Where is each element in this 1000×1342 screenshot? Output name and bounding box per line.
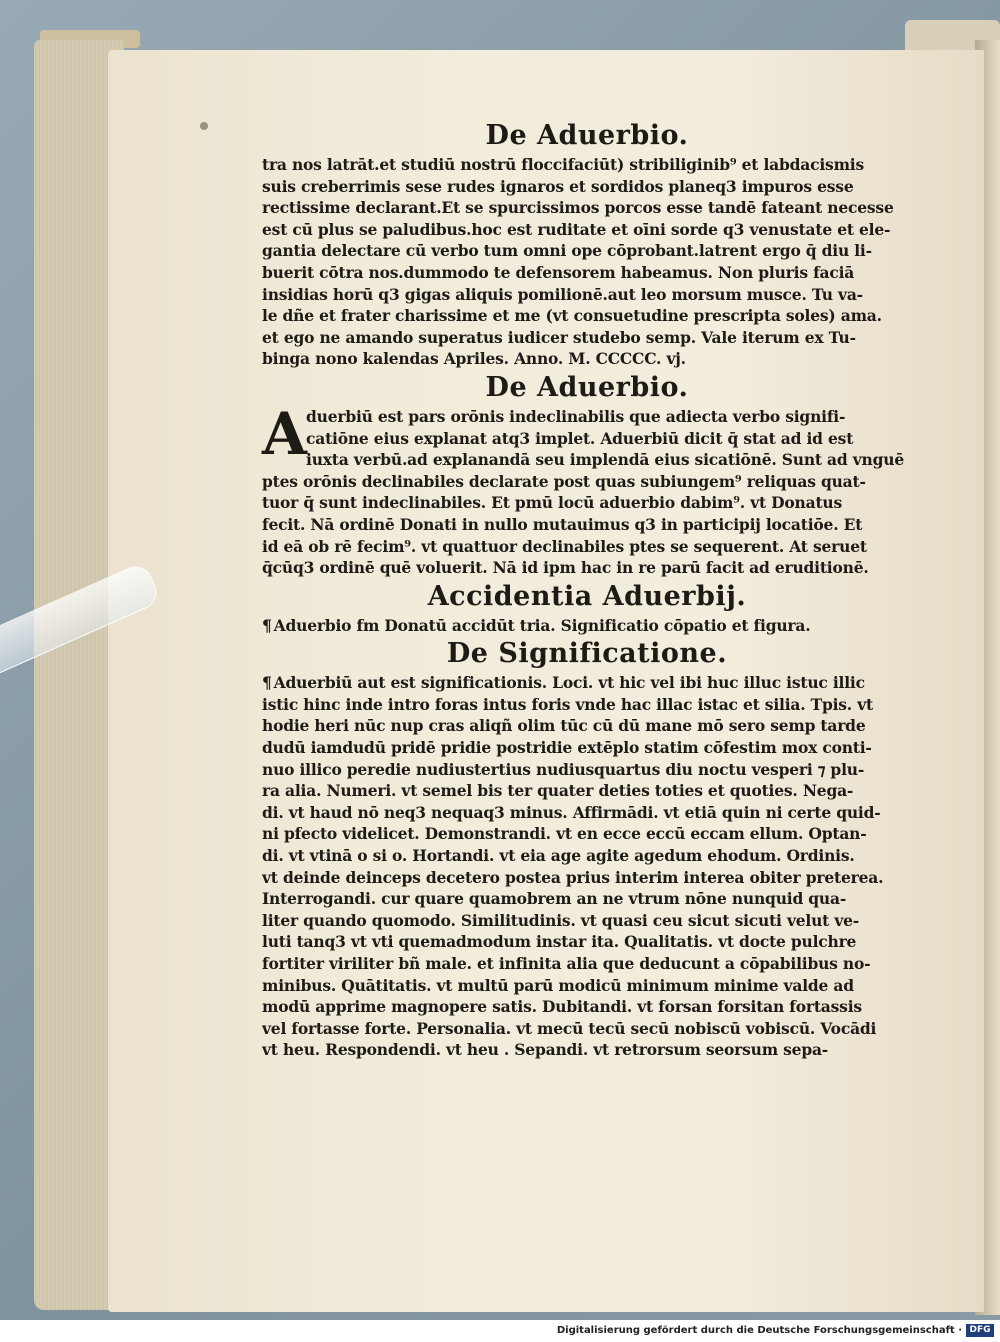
significatio-line-text: liter quando quomodo. Similitudinis. vt quasi ceu sicut sicuti velut ve-: [262, 910, 860, 930]
section-heading-significatione: De Significatione.: [446, 638, 728, 670]
significatio-line: [262, 953, 912, 975]
letter-line: [262, 219, 912, 241]
definition-line: [262, 536, 912, 558]
letter-line-text: tra nos latrāt.et studiū nostrū floccifaciūt) stribiliginib⁹ et labdacismis: [262, 155, 864, 174]
significatio-line: [262, 931, 912, 953]
definition-line-text: fecit. Nā ordinē Donati in nullo mutauimus q3 in participij locatiōe. Et: [262, 514, 863, 534]
letter-line: [262, 154, 912, 176]
definition-line: [306, 406, 912, 428]
significatio-line-text: ra alia. Numeri. vt semel bis ter quater deties toties et quoties. Nega-: [262, 781, 854, 801]
significatio-line: [262, 1018, 912, 1040]
significatio-line-text: di. vt haud nō neq3 nequaq3 minus. Affirmādi. vt etiā quin ni certe quid-: [262, 802, 881, 822]
significatio-line-text: fortiter viriliter bñ male. et infinita alia que deducunt a cōpabilibus no-: [262, 954, 871, 973]
letter-line-text: le dñe et frater charissime et me (vt consuetudine prescripta soles) ama.: [262, 306, 882, 326]
definition-line: [262, 557, 912, 579]
definition-line-text: id eā ob rē fecim⁹. vt quattuor declinabiles ptes se sequerent. At seruet: [262, 536, 867, 556]
letter-line: [262, 348, 912, 370]
definition-line: [306, 449, 912, 471]
section-heading-accidentia: Accidentia Aduerbij.: [427, 580, 747, 612]
page-text: [262, 118, 912, 1061]
letter-line-text: rectissime declarant.Et se spurcissimos porcos esse tandē fateant necesse: [262, 198, 894, 218]
letter-paragraph: [262, 154, 912, 370]
significatio-line: [262, 737, 912, 759]
significatio-line-text: modū apprime magnopere satis. Dubitandi. vt forsan forsitan fortassis: [262, 997, 862, 1017]
significatio-line-text: Interrogandi. cur quare quamobrem an ne vtrum nōne nunquid qua-: [262, 889, 847, 909]
letter-line-text: suis creberrimis sese rudes ignaros et sordidos planeq3 impuros esse: [262, 176, 854, 196]
significatio-line: [262, 1039, 912, 1061]
significatio-line: [262, 780, 912, 802]
significatio-line-text: nuo illico peredie nudiustertius nudiusquartus diu noctu vesperi ⁊ plu-: [262, 759, 865, 779]
significatio-line-text: vt deinde deinceps decetero postea prius interim interea obiter preterea.: [262, 867, 884, 887]
letter-line: [262, 305, 912, 327]
significatio-line: [262, 867, 912, 889]
definition-paragraph: [262, 399, 912, 579]
definition-line-text: iuxta verbū.ad explanandā seu implendā eius sicatiōnē. Sunt ad vnguē: [306, 450, 904, 470]
page-stain: [200, 122, 208, 130]
letter-line-text: binga nono kalendas Apriles. Anno. M. CCCCC. vj.: [262, 349, 686, 369]
significatio-line-text: minibus. Quātitatis. vt multū parū modicū minimum minime valde ad: [262, 975, 854, 995]
significatio-line: [262, 802, 912, 824]
significatio-line-text: ni pfecto videlicet. Demonstrandi. vt en ecce eccū eccam ellum. Optan-: [262, 824, 867, 844]
letter-line-text: est cū plus se paludibus.hoc est ruditate et oīni sorde q3 venustate et ele-: [262, 219, 891, 239]
significatio-paragraph: [262, 672, 912, 1061]
definition-line-text: duerbiū est pars orōnis indeclinabilis que adiecta verbo signifi-: [306, 406, 846, 426]
definition-line-text: q̄cūq3 ordinē quē voluerit. Nā id ipm hac in re parū facit ad eruditionē.: [262, 558, 869, 578]
letter-line: [262, 197, 912, 219]
decorated-initial: A: [262, 399, 308, 468]
letter-line: [262, 327, 912, 349]
significatio-line: [262, 888, 912, 910]
significatio-line: [262, 996, 912, 1018]
funding-credit: Digitalisierung gefördert durch die Deutsche Forschungsgemeinschaft ·: [556, 1325, 962, 1336]
significatio-line: [262, 910, 912, 932]
definition-line-text: ptes orōnis declinabiles declarate post quas subiungem⁹ reliquas quat-: [262, 471, 866, 491]
significatio-line: [262, 823, 912, 845]
significatio-line-text: vt heu. Respondendi. vt heu . Sepandi. vt retrorsum seorsum sepa-: [262, 1040, 829, 1060]
accidentia-text: Aduerbio fm Donatū accidūt tria. Significatio cōpatio et figura.: [273, 615, 811, 635]
section-heading-de-aduerbio: De Aduerbio.: [485, 371, 689, 403]
significatio-line-text: di. vt vtinā o si o. Hortandi. vt eia age agite agedum ehodum. Ordinis.: [262, 846, 855, 866]
definition-line-text: tuor q̄ sunt indeclinabiles. Et pmū locū aduerbio dabim⁹. vt Donatus: [262, 493, 843, 513]
letter-line-text: et ego ne amando superatus iudicer studebo semp. Vale iterum ex Tu-: [262, 327, 856, 347]
significatio-line-text: dudū iamdudū pridē pridie postridie extēplo statim cōfestim mox conti-: [262, 738, 872, 758]
letter-line: [262, 284, 912, 306]
dfg-logo: DFG: [966, 1324, 994, 1337]
letter-line-text: insidias horū q3 gigas aliquis pomilionē.aut leo morsum musce. Tu va-: [262, 284, 863, 304]
letter-line: [262, 240, 912, 262]
significatio-line-text: istic hinc inde intro foras intus foris vnde hac illac istac et silia. Tpis. vt: [262, 694, 873, 714]
significatio-line-text: hodie heri nūc nup cras aliqñ olim tūc cū dū mane mō sero semp tarde: [262, 716, 866, 736]
letter-line: [262, 262, 912, 284]
definition-line-text: catiōne eius explanat atq3 implet. Aduerbiū dicit q̄ stat ad id est: [306, 428, 854, 448]
significatio-line-text: vel fortasse forte. Personalia. vt mecū tecū secū nobiscū vobiscū. Vocādi: [262, 1018, 877, 1038]
letter-line-text: buerit cōtra nos.dummodo te defensorem habeamus. Non pluris faciā: [262, 262, 855, 282]
letter-line: [262, 176, 912, 198]
running-head: De Aduerbio.: [485, 120, 689, 151]
significatio-line: [262, 715, 912, 737]
accidentia-line: [262, 615, 912, 637]
significatio-line-text: Aduerbiū aut est significationis. Loci. vt hic vel ibi huc illuc istuc illic: [273, 673, 865, 693]
significatio-line: [262, 759, 912, 781]
definition-line: [262, 492, 912, 514]
paragraph-mark-icon: ¶: [262, 615, 272, 635]
definition-line: [306, 428, 912, 450]
significatio-line: [262, 845, 912, 867]
letter-line-text: gantia delectare cū verbo tum omni ope cōprobant.latrent ergo q̄ diu li-: [262, 241, 872, 261]
definition-line: [262, 514, 912, 536]
significatio-line-text: luti tanq3 vt vti quemadmodum instar ita. Qualitatis. vt docte pulchre: [262, 932, 857, 952]
significatio-line: [262, 672, 912, 694]
paragraph-mark-icon: ¶: [262, 673, 272, 693]
significatio-line: [262, 694, 912, 716]
definition-line: [262, 471, 912, 493]
significatio-line: [262, 975, 912, 997]
